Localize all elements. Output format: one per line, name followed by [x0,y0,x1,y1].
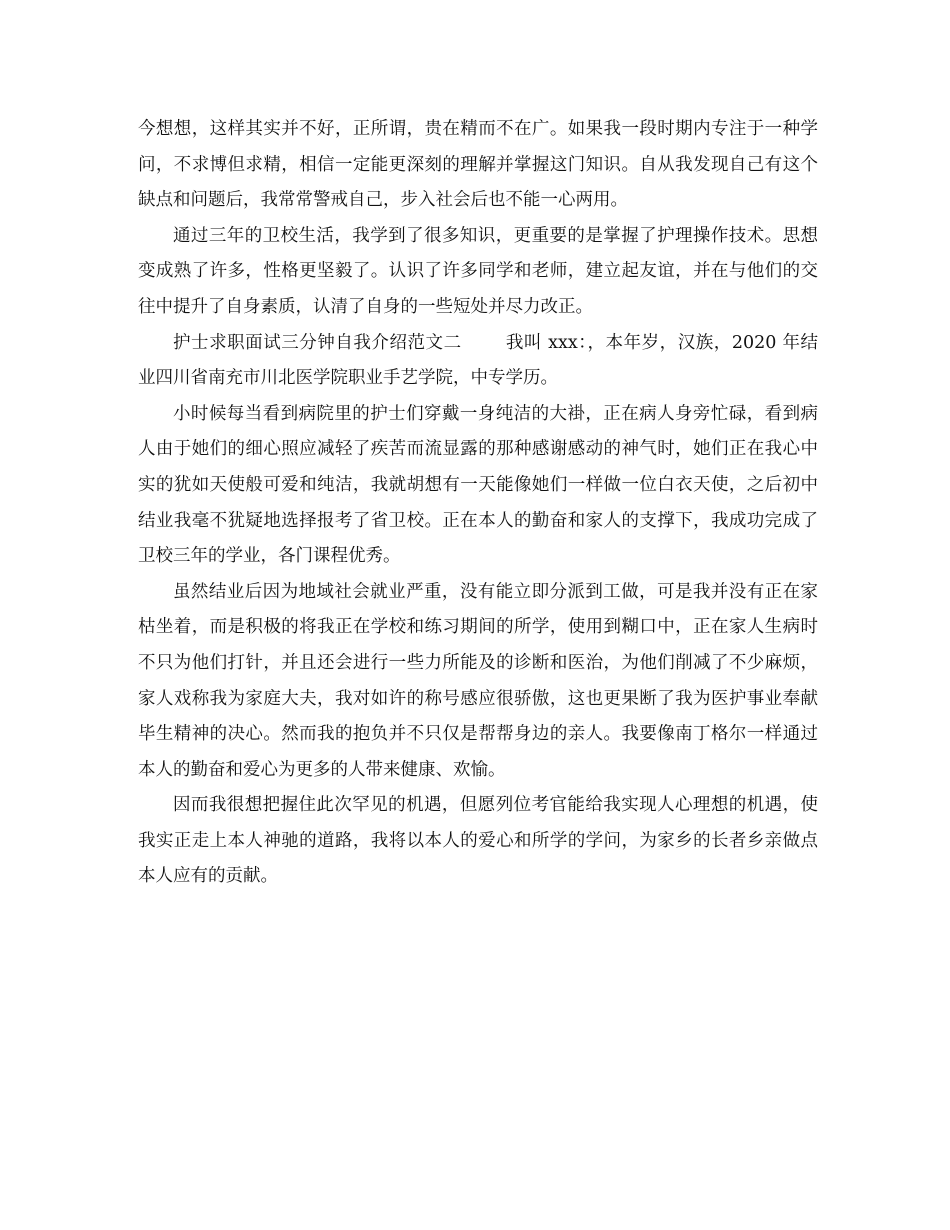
paragraph-5: 因而我很想把握住此次罕见的机遇，但愿列位考官能给我实现人心理想的机遇，使我实正走上本人神驰的道路，我将以本人的爱心和所学的学问，为家乡的长者乡亲做点本人应有的贡献。 [138,795,818,887]
paragraph-4: 虽然结业后因为地域社会就业严重，没有能立即分派到工做，可是我并没有正在家枯坐着，而是积极的将我正在学校和练习期间的所学，使用到糊口中，正在家人生病时不只为他们打针，并且还会进行一些力所能及的诊断和医治，为他们削减了不少麻烦，家人戏称我为家庭大夫，我对如许的称号感应很骄傲，这也更果断了我为医护事业奉献毕生精神的决心。然而我的抱负并不只仅是帮帮身边的亲人。我要像南丁格尔一样通过本人的勤奋和爱心为更多的人带来健康、欢愉。 [138,581,818,780]
paragraph-2: 通过三年的卫校生活，我学到了很多知识，更重要的是掌握了护理操作技术。思想变成熟了许多，性格更坚毅了。认识了许多同学和老师，建立起友谊，并在与他们的交往中提升了自身素质，认清了自身的一些短处并尽力改正。 [138,225,818,317]
document-body [138,112,818,895]
paragraph-1: 今想想，这样其实并不好，正所谓，贵在精而不在广。如果我一段时期内专注于一种学问，不求博但求精，相信一定能更深刻的理解并掌握这门知识。自从我发现自己有这个缺点和问题后，我常常警戒自己，步入社会后也不能一心两用。 [138,119,818,211]
heading-paragraph [138,326,818,397]
paragraph-3: 小时候每当看到病院里的护士们穿戴一身纯洁的大褂，正在病人身旁忙碌，看到病人由于她们的细心照应减轻了疾苦而流显露的那种感谢感动的神气时，她们正在我心中实的犹如天使般可爱和纯洁，我就胡想有一天能像她们一样做一位白衣天使，之后初中结业我毫不犹疑地选择报考了省卫校。正在本人的勤奋和家人的支撑下，我成功完成了卫校三年的学业，各门课程优秀。 [138,403,818,567]
intro-text: 我叫 xxx：，本年岁，汉族，2020 年结业四川省南充市川北医学院职业手艺学院，中专学历。 [138,332,818,389]
article-title: 护士求职面试三分钟自我介绍范文二 [173,332,462,353]
